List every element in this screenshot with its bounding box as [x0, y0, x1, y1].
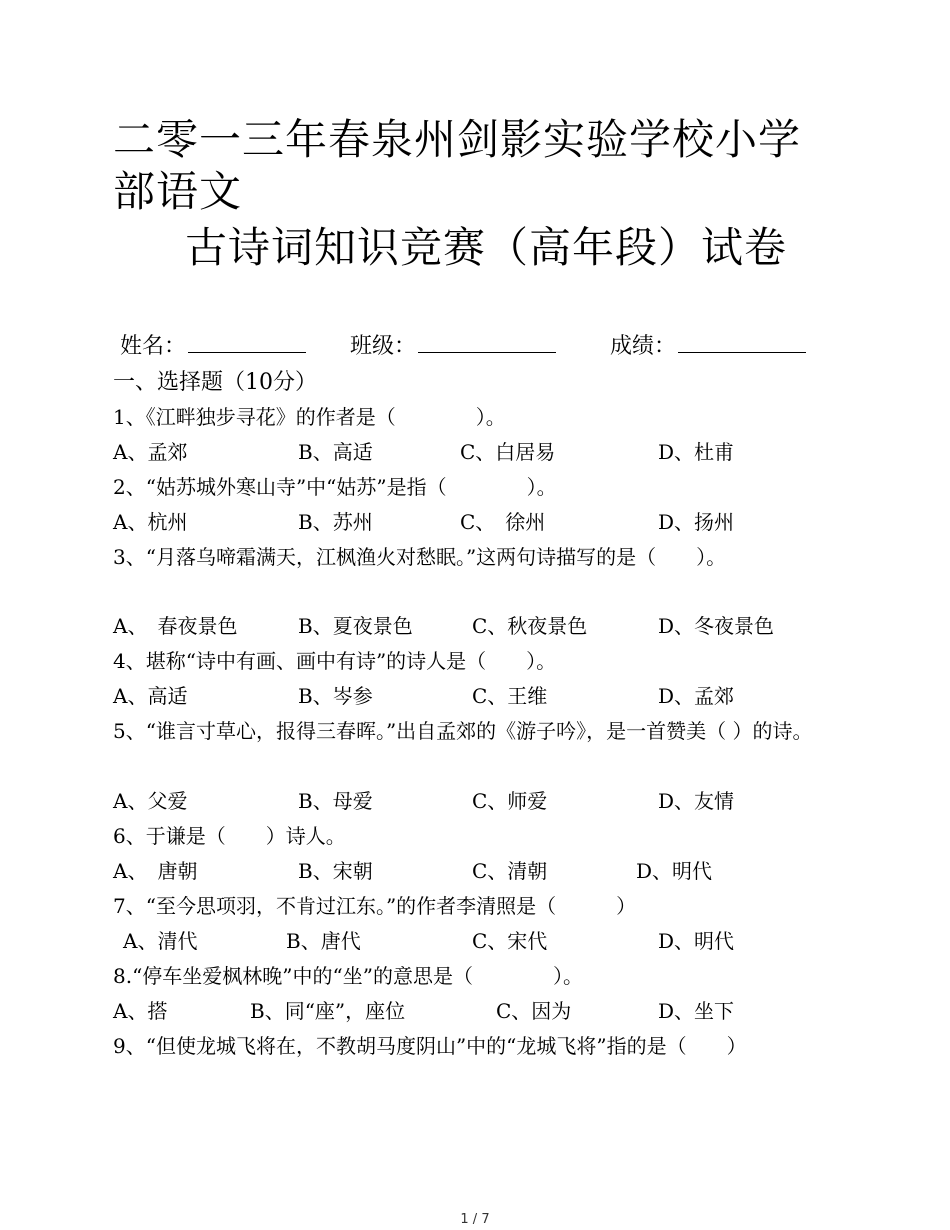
- option-d: D、友情: [658, 789, 735, 813]
- options-5: [0, 786, 735, 816]
- score-label: 成绩：: [610, 334, 677, 359]
- options-3: [0, 611, 775, 641]
- option-c: C、秋夜景色: [472, 614, 588, 638]
- question-3: 3、“月落乌啼霜满天，江枫渔火对愁眠。”这两句诗描写的是（ ）。: [113, 545, 727, 569]
- option-c: C、 徐州: [460, 510, 546, 534]
- option-a: A、 唐朝: [113, 859, 198, 883]
- page-number: 1 / 7: [460, 1212, 490, 1227]
- options-2: [0, 507, 735, 537]
- option-b: B、母爱: [298, 789, 373, 813]
- option-c: C、师爱: [472, 789, 548, 813]
- question-4: 4、堪称“诗中有画、画中有诗”的诗人是（ ）。: [113, 649, 557, 673]
- option-d: D、明代: [658, 929, 735, 953]
- option-d: D、扬州: [658, 510, 735, 534]
- question-8: 8.“停车坐爱枫林晚”中的“坐”的意思是（ ）。: [113, 964, 583, 988]
- option-d: D、杜甫: [658, 440, 735, 464]
- options-6: [0, 856, 720, 886]
- option-a: A、高适: [113, 684, 188, 708]
- question-7: 7、“至今思项羽，不肯过江东。”的作者李清照是（ ）: [113, 894, 637, 918]
- exam-title-line1: 二零一三年春泉州剑影实验学校小学部语文: [113, 115, 802, 216]
- question-9: 9、“但使龙城飞将在，不教胡马度阴山”中的“龙城飞将”指的是（ ）: [113, 1034, 747, 1058]
- option-a: A、杭州: [113, 510, 188, 534]
- option-c: C、清朝: [472, 859, 548, 883]
- question-6: 6、于谦是（ ）诗人。: [113, 824, 346, 848]
- option-b: B、苏州: [298, 510, 373, 534]
- option-c: C、因为: [496, 999, 572, 1023]
- option-b: B、高适: [298, 440, 373, 464]
- option-c: C、宋代: [472, 929, 548, 953]
- question-2: 2、“姑苏城外寒山寺”中“姑苏”是指（ ）。: [113, 475, 557, 499]
- exam-title-line2: 古诗词知识竞赛（高年段）试卷: [185, 223, 788, 272]
- option-c: C、王维: [472, 684, 548, 708]
- option-b: B、岑参: [298, 684, 373, 708]
- option-a: A、搭: [113, 999, 168, 1023]
- class-label: 班级：: [350, 334, 417, 359]
- question-5: 5、“谁言寸草心，报得三春晖。”出自孟郊的《游子吟》，是一首赞美（ ）的诗。: [113, 719, 813, 743]
- student-info-row: [120, 330, 806, 360]
- options-4: [0, 681, 735, 711]
- option-a: A、孟郊: [113, 440, 188, 464]
- option-a: A、 春夜景色: [113, 614, 238, 638]
- option-d: D、冬夜景色: [658, 614, 775, 638]
- options-8: [0, 996, 735, 1026]
- options-7: [0, 926, 735, 956]
- option-b: B、夏夜景色: [298, 614, 413, 638]
- name-label: 姓名：: [120, 334, 187, 359]
- score-blank: [678, 330, 806, 353]
- option-a: A、父爱: [113, 789, 188, 813]
- option-c: C、白居易: [460, 440, 556, 464]
- option-b: B、同“座”，座位: [250, 999, 406, 1023]
- option-b: B、唐代: [286, 929, 361, 953]
- section-heading: 一、选择题（10分）: [113, 370, 317, 395]
- option-b: B、宋朝: [298, 859, 373, 883]
- class-blank: [418, 330, 556, 353]
- options-1: [0, 437, 735, 467]
- question-1: 1、《江畔独步寻花》的作者是（ ）。: [113, 405, 506, 429]
- option-d: D、孟郊: [658, 684, 735, 708]
- option-d: D、明代: [636, 859, 713, 883]
- name-blank: [188, 330, 306, 353]
- option-a: A、清代: [123, 929, 198, 953]
- option-d: D、坐下: [658, 999, 735, 1023]
